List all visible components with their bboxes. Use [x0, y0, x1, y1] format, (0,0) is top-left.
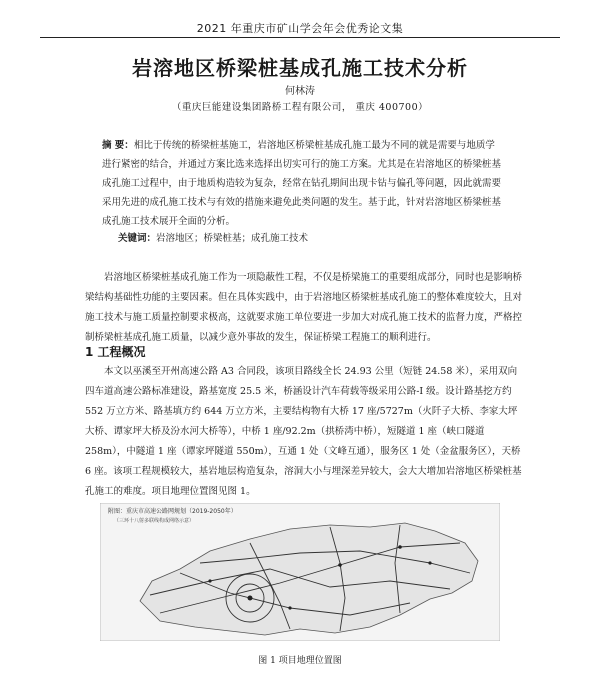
figure-caption: 图 1 项目地理位置图	[258, 656, 342, 666]
city-marker	[428, 561, 431, 564]
header-text: 2021 年重庆市矿山学会年会优秀论文集	[196, 22, 404, 35]
map-title: 附图：重庆市高速公路网规划（2019-2050年）	[108, 508, 237, 515]
paper-title: 岩溶地区桥梁桩基成孔施工技术分析	[132, 56, 468, 80]
city-marker	[248, 596, 253, 601]
abstract	[102, 136, 502, 231]
city-marker	[398, 545, 402, 549]
section-body: 本文以巫溪至开州高速公路 A3 合同段，该项目路线全长 24.93 公里（短链 24.58 米），采用双向四车道高速公路标准建设，路基宽度 25.5 米，桥涵设计汽车荷载等级采用公路-I 级。设计路基挖方约 552 万立方米、路基填方约 644 万立方米，主要结构物有大桥 17 座/5727m（火阡子大桥、李家大坪大桥、谭家坪大桥及汾水河大桥等），中桥 1 座/92.2m（拱桥湾中桥），短隧道 1 座（峡口隧道 258m），中隧道 1 座（谭家坪隧道 550m），互通 1 处（文峰互通），服务区 1 处（金盆服务区），天桥 6 座。该项工程规模较大，基岩地层构造复杂，溶洞大小与埋深差异较大，会大大增加岩溶地区桥梁桩基孔施工的难度。项目地理位置图见图 1。	[85, 366, 522, 497]
keywords	[118, 230, 518, 244]
location-map-figure	[100, 503, 500, 641]
header-rule	[40, 37, 560, 38]
abstract-label: 摘 要：	[102, 140, 134, 151]
intro-paragraph: 岩溶地区桥梁桩基成孔施工作为一项隐蔽性工程，不仅是桥梁施工的重要组成部分，同时也是影响桥梁结构基础性功能的主要因素。但在具体实践中，由于岩溶地区桥梁桩基成孔施工的整体难度较大，且对施工技术与施工质量控制要求极高，这就要求施工单位要进一步加大对成孔施工技术的监督力度，严格控制桥梁桩基成孔施工质量，以减少意外事故的发生，保证桥梁工程施工的顺利进行。	[85, 272, 523, 343]
affiliation: （重庆巨能建设集团路桥工程有限公司， 重庆 400700）	[171, 102, 429, 113]
map-subtitle: （三环十八射多联线构成网络示意）	[114, 518, 195, 524]
city-marker	[338, 563, 342, 567]
city-marker	[208, 579, 211, 582]
author: 何林涛	[285, 86, 315, 97]
abstract-text: 相比于传统的桥梁桩基施工，岩溶地区桥梁桩基成孔施工最为不同的就是需要与地质学进行紧密的结合，并通过方案比选来选择出切实可行的施工方案。尤其是在岩溶地区的桥梁桩基成孔施工过程中，由于地质构造较为复杂，经常在钻孔期间出现卡钻与偏孔等问题，因此就需要采用先进的成孔施工技术与有效的措施来避免此类问题的发生。基于此，针对岩溶地区桥梁桩基成孔施工技术展开全面的分析。	[102, 140, 502, 227]
city-marker	[288, 606, 291, 609]
keywords-text: 岩溶地区；桥梁桩基；成孔施工技术	[156, 233, 309, 244]
running-header	[40, 10, 560, 40]
keywords-label: 关键词：	[118, 233, 157, 244]
section-heading: 1 工程概况	[85, 345, 146, 359]
